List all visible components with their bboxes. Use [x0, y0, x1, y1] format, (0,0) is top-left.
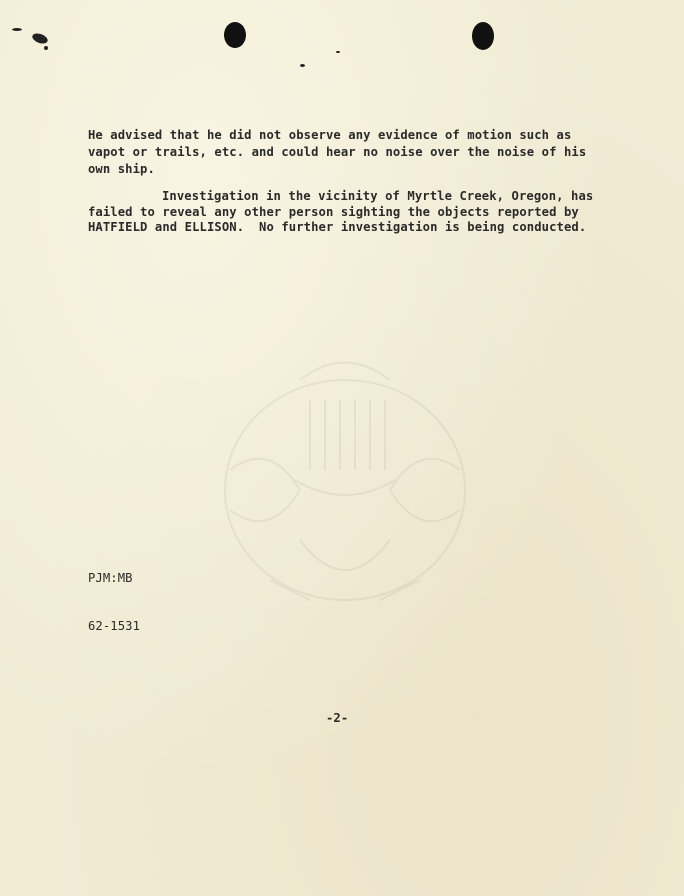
ink-speck	[300, 64, 305, 67]
page-number: -2-	[326, 711, 349, 725]
faint-seal-watermark	[190, 340, 500, 630]
punch-hole-left	[224, 22, 246, 48]
paragraph-1-line-3: own ship.	[88, 162, 155, 176]
punch-hole-right	[472, 22, 494, 50]
ink-speck	[336, 51, 340, 53]
reference-block	[88, 538, 140, 666]
ink-speck	[12, 28, 22, 31]
paragraph-2-line-3: HATFIELD and ELLISON. No further investigation is being conducted.	[88, 220, 587, 234]
file-number: 62-1531	[88, 619, 141, 633]
paragraph-2-line-1: Investigation in the vicinity of Myrtle Creek, Oregon, has	[162, 189, 594, 203]
paragraph-1-line-1: He advised that he did not observe any evidence of motion such as	[88, 128, 572, 142]
ink-speck	[44, 46, 48, 50]
reference-initials: PJM:MB	[88, 571, 133, 585]
paragraph-2-line-2: failed to reveal any other person sighting the objects reported by	[88, 205, 579, 219]
ink-speck	[31, 32, 49, 46]
paragraph-1-line-2: vapot or trails, etc. and could hear no noise over the noise of his	[88, 145, 587, 159]
